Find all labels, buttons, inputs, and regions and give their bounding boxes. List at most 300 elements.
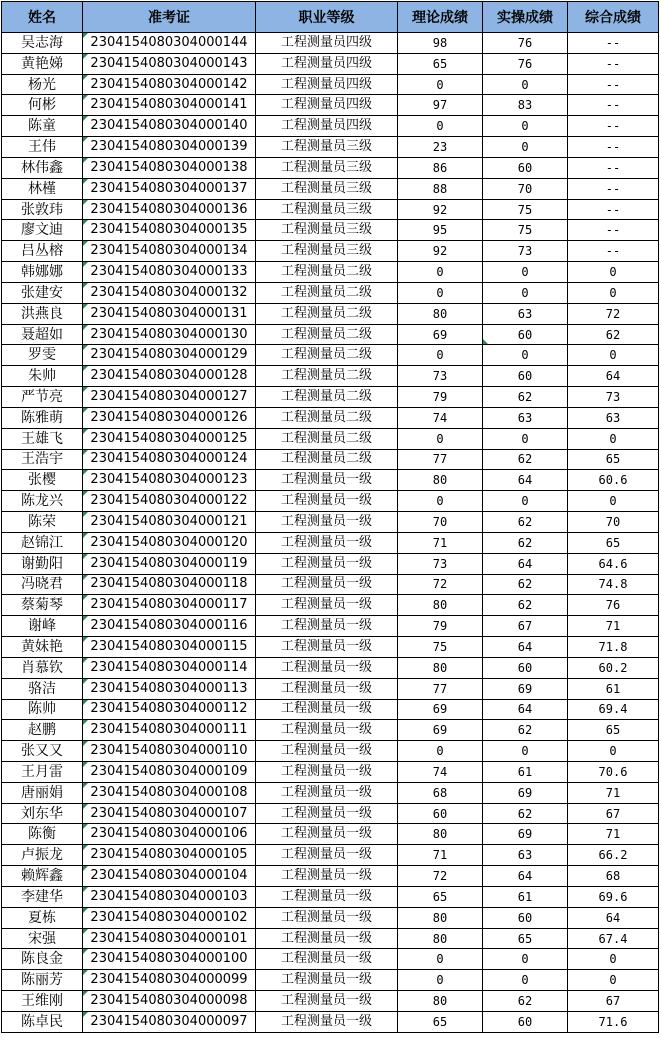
table-row xyxy=(2,366,659,387)
practical-score-cell: 60 xyxy=(483,657,568,678)
practical-score-cell: 62 xyxy=(483,532,568,553)
table-row xyxy=(2,761,659,782)
name-cell: 严节亮 xyxy=(2,387,83,408)
table-row xyxy=(2,74,659,95)
theory-score-cell: 65 xyxy=(398,53,483,74)
practical-score-cell: 61 xyxy=(483,886,568,907)
theory-score-cell: 98 xyxy=(398,33,483,54)
level-cell: 工程测量员一级 xyxy=(256,1011,398,1032)
total-score-cell: -- xyxy=(568,33,659,54)
practical-score-cell: 63 xyxy=(483,407,568,428)
practical-score-cell: 75 xyxy=(483,199,568,220)
name-cell: 陈帅 xyxy=(2,699,83,720)
practical-score-cell: 64 xyxy=(483,470,568,491)
exam-id-cell: 2304154080304000141 xyxy=(83,95,256,116)
practical-score-cell: 64 xyxy=(483,553,568,574)
total-score-cell: 71.6 xyxy=(568,1011,659,1032)
table-row xyxy=(2,782,659,803)
name-cell: 冯晓君 xyxy=(2,574,83,595)
theory-score-cell: 71 xyxy=(398,532,483,553)
table-row xyxy=(2,928,659,949)
practical-score-cell: 67 xyxy=(483,616,568,637)
level-cell: 工程测量员三级 xyxy=(256,241,398,262)
level-cell: 工程测量员一级 xyxy=(256,470,398,491)
name-cell: 王伟 xyxy=(2,137,83,158)
table-row xyxy=(2,886,659,907)
name-cell: 杨光 xyxy=(2,74,83,95)
table-row xyxy=(2,282,659,303)
total-score-cell: 0 xyxy=(568,262,659,283)
level-cell: 工程测量员一级 xyxy=(256,574,398,595)
exam-id-cell: 2304154080304000122 xyxy=(83,491,256,512)
practical-score-cell: 60 xyxy=(483,324,568,345)
table-row xyxy=(2,720,659,741)
table-row xyxy=(2,449,659,470)
exam-id-cell: 2304154080304000097 xyxy=(83,1011,256,1032)
level-cell: 工程测量员一级 xyxy=(256,657,398,678)
table-row xyxy=(2,241,659,262)
level-cell: 工程测量员二级 xyxy=(256,428,398,449)
exam-id-cell: 2304154080304000128 xyxy=(83,366,256,387)
table-row xyxy=(2,178,659,199)
practical-score-cell: 0 xyxy=(483,428,568,449)
name-cell: 蔡菊琴 xyxy=(2,595,83,616)
level-cell: 工程测量员三级 xyxy=(256,199,398,220)
name-cell: 谢峰 xyxy=(2,616,83,637)
level-cell: 工程测量员一级 xyxy=(256,532,398,553)
total-score-cell: 67 xyxy=(568,803,659,824)
total-score-cell: 67 xyxy=(568,991,659,1012)
name-cell: 赵锦江 xyxy=(2,532,83,553)
theory-score-cell: 72 xyxy=(398,866,483,887)
level-cell: 工程测量员一级 xyxy=(256,699,398,720)
total-score-cell: 71.8 xyxy=(568,637,659,658)
level-cell: 工程测量员二级 xyxy=(256,366,398,387)
level-cell: 工程测量员四级 xyxy=(256,53,398,74)
name-cell: 陈童 xyxy=(2,116,83,137)
table-body xyxy=(2,33,659,1033)
theory-score-cell: 80 xyxy=(398,470,483,491)
name-cell: 洪燕良 xyxy=(2,303,83,324)
table-row xyxy=(2,199,659,220)
level-cell: 工程测量员二级 xyxy=(256,345,398,366)
level-cell: 工程测量员二级 xyxy=(256,324,398,345)
practical-score-cell: 60 xyxy=(483,157,568,178)
exam-id-cell: 2304154080304000138 xyxy=(83,157,256,178)
name-cell: 何彬 xyxy=(2,95,83,116)
name-cell: 卢振龙 xyxy=(2,845,83,866)
exam-id-cell: 2304154080304000121 xyxy=(83,512,256,533)
theory-score-cell: 77 xyxy=(398,678,483,699)
total-score-cell: 61 xyxy=(568,678,659,699)
theory-score-cell: 0 xyxy=(398,282,483,303)
total-score-cell: 60.6 xyxy=(568,470,659,491)
practical-score-cell: 64 xyxy=(483,866,568,887)
practical-score-cell: 62 xyxy=(483,512,568,533)
theory-score-cell: 74 xyxy=(398,407,483,428)
table-row xyxy=(2,741,659,762)
table-row xyxy=(2,470,659,491)
name-cell: 王浩宇 xyxy=(2,449,83,470)
theory-score-cell: 70 xyxy=(398,512,483,533)
practical-score-cell: 76 xyxy=(483,33,568,54)
level-cell: 工程测量员一级 xyxy=(256,595,398,616)
theory-score-cell: 69 xyxy=(398,720,483,741)
practical-score-cell: 76 xyxy=(483,53,568,74)
level-cell: 工程测量员一级 xyxy=(256,886,398,907)
practical-score-cell: 69 xyxy=(483,782,568,803)
level-cell: 工程测量员四级 xyxy=(256,74,398,95)
practical-score-cell: 62 xyxy=(483,449,568,470)
total-score-cell: 71 xyxy=(568,616,659,637)
exam-id-cell: 2304154080304000108 xyxy=(83,782,256,803)
practical-score-cell: 70 xyxy=(483,178,568,199)
level-cell: 工程测量员一级 xyxy=(256,720,398,741)
practical-score-cell: 62 xyxy=(483,387,568,408)
theory-score-cell: 92 xyxy=(398,241,483,262)
level-cell: 工程测量员一级 xyxy=(256,803,398,824)
name-cell: 张建安 xyxy=(2,282,83,303)
name-cell: 黄艳娣 xyxy=(2,53,83,74)
exam-id-cell: 2304154080304000144 xyxy=(83,33,256,54)
exam-id-cell: 2304154080304000131 xyxy=(83,303,256,324)
name-cell: 赵鹏 xyxy=(2,720,83,741)
table-row xyxy=(2,803,659,824)
level-cell: 工程测量员一级 xyxy=(256,928,398,949)
exam-id-cell: 2304154080304000140 xyxy=(83,116,256,137)
header-practical-score: 实操成绩 xyxy=(483,2,568,33)
level-cell: 工程测量员二级 xyxy=(256,282,398,303)
table-row xyxy=(2,512,659,533)
level-cell: 工程测量员一级 xyxy=(256,845,398,866)
total-score-cell: 0 xyxy=(568,345,659,366)
name-cell: 赖辉鑫 xyxy=(2,866,83,887)
theory-score-cell: 80 xyxy=(398,991,483,1012)
total-score-cell: -- xyxy=(568,137,659,158)
exam-id-cell: 2304154080304000103 xyxy=(83,886,256,907)
practical-score-cell: 0 xyxy=(483,137,568,158)
total-score-cell: 72 xyxy=(568,303,659,324)
name-cell: 陈荣 xyxy=(2,512,83,533)
practical-score-cell: 65 xyxy=(483,928,568,949)
practical-score-cell: 0 xyxy=(483,74,568,95)
theory-score-cell: 80 xyxy=(398,657,483,678)
total-score-cell: 66.2 xyxy=(568,845,659,866)
table-row xyxy=(2,574,659,595)
theory-score-cell: 23 xyxy=(398,137,483,158)
level-cell: 工程测量员一级 xyxy=(256,512,398,533)
name-cell: 聂超如 xyxy=(2,324,83,345)
level-cell: 工程测量员二级 xyxy=(256,449,398,470)
level-cell: 工程测量员一级 xyxy=(256,782,398,803)
practical-score-cell: 60 xyxy=(483,366,568,387)
table-row xyxy=(2,33,659,54)
name-cell: 陈丽芳 xyxy=(2,970,83,991)
table-row xyxy=(2,428,659,449)
level-cell: 工程测量员四级 xyxy=(256,33,398,54)
total-score-cell: 71 xyxy=(568,782,659,803)
exam-id-cell: 2304154080304000099 xyxy=(83,970,256,991)
name-cell: 罗雯 xyxy=(2,345,83,366)
exam-id-cell: 2304154080304000107 xyxy=(83,803,256,824)
theory-score-cell: 0 xyxy=(398,970,483,991)
header-name: 姓名 xyxy=(2,2,83,33)
level-cell: 工程测量员三级 xyxy=(256,220,398,241)
table-row xyxy=(2,595,659,616)
total-score-cell: 64.6 xyxy=(568,553,659,574)
total-score-cell: -- xyxy=(568,199,659,220)
table-row xyxy=(2,824,659,845)
table-row xyxy=(2,657,659,678)
name-cell: 骆洁 xyxy=(2,678,83,699)
level-cell: 工程测量员一级 xyxy=(256,616,398,637)
theory-score-cell: 92 xyxy=(398,199,483,220)
exam-id-cell: 2304154080304000134 xyxy=(83,241,256,262)
theory-score-cell: 80 xyxy=(398,303,483,324)
level-cell: 工程测量员一级 xyxy=(256,970,398,991)
name-cell: 朱帅 xyxy=(2,366,83,387)
theory-score-cell: 0 xyxy=(398,428,483,449)
exam-id-cell: 2304154080304000117 xyxy=(83,595,256,616)
table-row xyxy=(2,532,659,553)
name-cell: 张樱 xyxy=(2,470,83,491)
level-cell: 工程测量员二级 xyxy=(256,387,398,408)
exam-id-cell: 2304154080304000130 xyxy=(83,324,256,345)
total-score-cell: 62 xyxy=(568,324,659,345)
total-score-cell: 67.4 xyxy=(568,928,659,949)
total-score-cell: 71 xyxy=(568,824,659,845)
name-cell: 林槿 xyxy=(2,178,83,199)
exam-id-cell: 2304154080304000123 xyxy=(83,470,256,491)
theory-score-cell: 80 xyxy=(398,595,483,616)
table-row xyxy=(2,970,659,991)
level-cell: 工程测量员一级 xyxy=(256,741,398,762)
table-row xyxy=(2,845,659,866)
exam-id-cell: 2304154080304000105 xyxy=(83,845,256,866)
exam-id-cell: 2304154080304000113 xyxy=(83,678,256,699)
total-score-cell: 0 xyxy=(568,970,659,991)
exam-id-cell: 2304154080304000110 xyxy=(83,741,256,762)
total-score-cell: 69.6 xyxy=(568,886,659,907)
exam-id-cell: 2304154080304000135 xyxy=(83,220,256,241)
total-score-cell: -- xyxy=(568,220,659,241)
table-header xyxy=(2,2,659,33)
total-score-cell: 76 xyxy=(568,595,659,616)
theory-score-cell: 60 xyxy=(398,803,483,824)
theory-score-cell: 73 xyxy=(398,366,483,387)
exam-id-cell: 2304154080304000101 xyxy=(83,928,256,949)
theory-score-cell: 69 xyxy=(398,324,483,345)
table-row xyxy=(2,866,659,887)
practical-score-cell: 61 xyxy=(483,761,568,782)
table-row xyxy=(2,1011,659,1032)
theory-score-cell: 79 xyxy=(398,616,483,637)
total-score-cell: 73 xyxy=(568,387,659,408)
exam-id-cell: 2304154080304000104 xyxy=(83,866,256,887)
practical-score-cell: 62 xyxy=(483,595,568,616)
table-row xyxy=(2,907,659,928)
table-row xyxy=(2,407,659,428)
table-row xyxy=(2,991,659,1012)
practical-score-cell: 60 xyxy=(483,1011,568,1032)
table-row xyxy=(2,324,659,345)
name-cell: 李建华 xyxy=(2,886,83,907)
practical-score-cell: 0 xyxy=(483,282,568,303)
name-cell: 吴志海 xyxy=(2,33,83,54)
exam-id-cell: 2304154080304000132 xyxy=(83,282,256,303)
table-row xyxy=(2,491,659,512)
exam-id-cell: 2304154080304000112 xyxy=(83,699,256,720)
theory-score-cell: 0 xyxy=(398,949,483,970)
exam-id-cell: 2304154080304000143 xyxy=(83,53,256,74)
theory-score-cell: 80 xyxy=(398,907,483,928)
theory-score-cell: 95 xyxy=(398,220,483,241)
theory-score-cell: 72 xyxy=(398,574,483,595)
theory-score-cell: 69 xyxy=(398,699,483,720)
theory-score-cell: 0 xyxy=(398,262,483,283)
theory-score-cell: 73 xyxy=(398,553,483,574)
total-score-cell: 64 xyxy=(568,366,659,387)
practical-score-cell: 63 xyxy=(483,845,568,866)
table-row xyxy=(2,303,659,324)
table-row xyxy=(2,53,659,74)
exam-id-cell: 2304154080304000102 xyxy=(83,907,256,928)
theory-score-cell: 86 xyxy=(398,157,483,178)
exam-id-cell: 2304154080304000142 xyxy=(83,74,256,95)
practical-score-cell: 75 xyxy=(483,220,568,241)
theory-score-cell: 0 xyxy=(398,116,483,137)
name-cell: 张又又 xyxy=(2,741,83,762)
theory-score-cell: 0 xyxy=(398,741,483,762)
practical-score-cell: 62 xyxy=(483,574,568,595)
theory-score-cell: 79 xyxy=(398,387,483,408)
total-score-cell: 68 xyxy=(568,866,659,887)
exam-id-cell: 2304154080304000133 xyxy=(83,262,256,283)
theory-score-cell: 75 xyxy=(398,637,483,658)
total-score-cell: -- xyxy=(568,74,659,95)
total-score-cell: -- xyxy=(568,116,659,137)
total-score-cell: 63 xyxy=(568,407,659,428)
practical-score-cell: 0 xyxy=(483,949,568,970)
name-cell: 唐丽娟 xyxy=(2,782,83,803)
name-cell: 廖文迪 xyxy=(2,220,83,241)
theory-score-cell: 0 xyxy=(398,74,483,95)
theory-score-cell: 74 xyxy=(398,761,483,782)
level-cell: 工程测量员二级 xyxy=(256,407,398,428)
exam-id-cell: 2304154080304000111 xyxy=(83,720,256,741)
total-score-cell: 65 xyxy=(568,720,659,741)
table-row xyxy=(2,157,659,178)
practical-score-cell: 69 xyxy=(483,678,568,699)
level-cell: 工程测量员四级 xyxy=(256,95,398,116)
practical-score-cell: 64 xyxy=(483,637,568,658)
exam-id-cell: 2304154080304000106 xyxy=(83,824,256,845)
theory-score-cell: 80 xyxy=(398,928,483,949)
name-cell: 吕丛榕 xyxy=(2,241,83,262)
practical-score-cell: 62 xyxy=(483,803,568,824)
level-cell: 工程测量员一级 xyxy=(256,553,398,574)
level-cell: 工程测量员一级 xyxy=(256,761,398,782)
exam-id-cell: 2304154080304000125 xyxy=(83,428,256,449)
exam-id-cell: 2304154080304000100 xyxy=(83,949,256,970)
theory-score-cell: 65 xyxy=(398,886,483,907)
practical-score-cell: 73 xyxy=(483,241,568,262)
total-score-cell: 0 xyxy=(568,741,659,762)
level-cell: 工程测量员一级 xyxy=(256,678,398,699)
header-theory-score: 理论成绩 xyxy=(398,2,483,33)
exam-id-cell: 2304154080304000126 xyxy=(83,407,256,428)
practical-score-cell: 62 xyxy=(483,991,568,1012)
level-cell: 工程测量员一级 xyxy=(256,491,398,512)
theory-score-cell: 97 xyxy=(398,95,483,116)
table-row xyxy=(2,116,659,137)
name-cell: 王雄飞 xyxy=(2,428,83,449)
exam-id-cell: 2304154080304000124 xyxy=(83,449,256,470)
exam-id-cell: 2304154080304000114 xyxy=(83,657,256,678)
total-score-cell: 65 xyxy=(568,449,659,470)
table-row xyxy=(2,137,659,158)
name-cell: 张敦玮 xyxy=(2,199,83,220)
practical-score-cell: 0 xyxy=(483,345,568,366)
score-table xyxy=(1,1,659,1033)
theory-score-cell: 77 xyxy=(398,449,483,470)
exam-id-cell: 2304154080304000109 xyxy=(83,761,256,782)
total-score-cell: 64 xyxy=(568,907,659,928)
practical-score-cell: 0 xyxy=(483,741,568,762)
practical-score-cell: 62 xyxy=(483,720,568,741)
table-row xyxy=(2,95,659,116)
table-row xyxy=(2,220,659,241)
total-score-cell: 0 xyxy=(568,282,659,303)
table-row xyxy=(2,637,659,658)
table-row xyxy=(2,387,659,408)
total-score-cell: 0 xyxy=(568,949,659,970)
practical-score-cell: 69 xyxy=(483,824,568,845)
exam-id-cell: 2304154080304000118 xyxy=(83,574,256,595)
name-cell: 陈良金 xyxy=(2,949,83,970)
level-cell: 工程测量员四级 xyxy=(256,116,398,137)
header-row xyxy=(2,2,659,33)
exam-id-cell: 2304154080304000139 xyxy=(83,137,256,158)
level-cell: 工程测量员一级 xyxy=(256,637,398,658)
total-score-cell: 69.4 xyxy=(568,699,659,720)
theory-score-cell: 68 xyxy=(398,782,483,803)
exam-id-cell: 2304154080304000136 xyxy=(83,199,256,220)
theory-score-cell: 88 xyxy=(398,178,483,199)
table-row xyxy=(2,699,659,720)
practical-score-cell: 63 xyxy=(483,303,568,324)
theory-score-cell: 71 xyxy=(398,845,483,866)
exam-id-cell: 2304154080304000098 xyxy=(83,991,256,1012)
exam-id-cell: 2304154080304000120 xyxy=(83,532,256,553)
name-cell: 陈卓民 xyxy=(2,1011,83,1032)
level-cell: 工程测量员三级 xyxy=(256,137,398,158)
name-cell: 王月雷 xyxy=(2,761,83,782)
total-score-cell: 0 xyxy=(568,491,659,512)
exam-id-cell: 2304154080304000119 xyxy=(83,553,256,574)
practical-score-cell: 83 xyxy=(483,95,568,116)
name-cell: 夏栋 xyxy=(2,907,83,928)
name-cell: 林伟鑫 xyxy=(2,157,83,178)
level-cell: 工程测量员二级 xyxy=(256,262,398,283)
name-cell: 韩娜娜 xyxy=(2,262,83,283)
table-row xyxy=(2,553,659,574)
practical-score-cell: 60 xyxy=(483,907,568,928)
name-cell: 陈龙兴 xyxy=(2,491,83,512)
level-cell: 工程测量员二级 xyxy=(256,303,398,324)
name-cell: 谢勤阳 xyxy=(2,553,83,574)
theory-score-cell: 65 xyxy=(398,1011,483,1032)
